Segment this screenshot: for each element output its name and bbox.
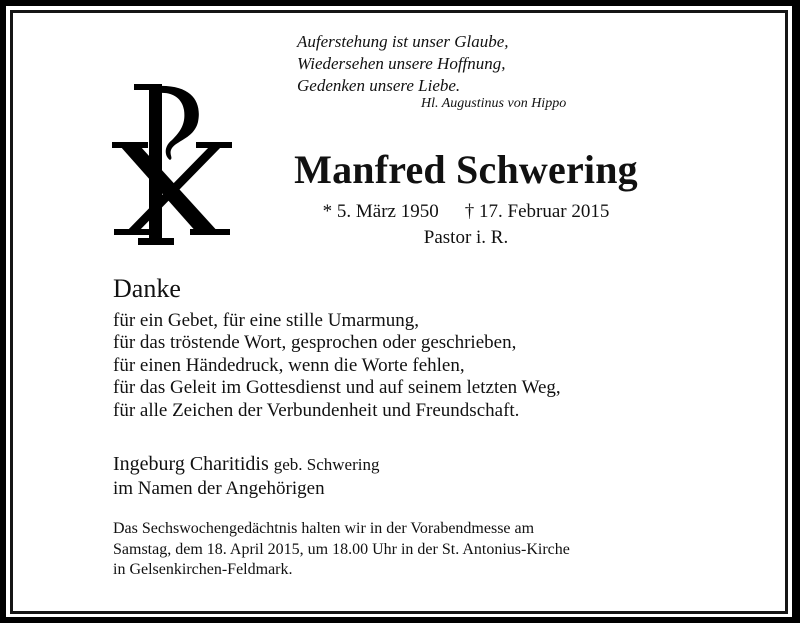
thanks-list	[113, 310, 561, 422]
death-date: † 17. Februar 2015	[464, 201, 610, 222]
birth-date: * 5. März 1950	[322, 201, 439, 222]
thanks-line: für das Geleit im Gottesdienst und auf seinem letzten Weg,	[113, 377, 561, 399]
epigraph-quote	[297, 31, 566, 113]
thanks-line: für alle Zeichen der Verbundenheit und Freundschaft.	[113, 399, 520, 421]
signer-subtitle: im Namen der Angehörigen	[113, 478, 325, 499]
signer-maiden-name: geb. Schwering	[273, 455, 380, 474]
deceased-role: Pastor i. R.	[423, 227, 509, 248]
notice-line: Das Sechswochengedächtnis halten wir in der Vorabendmesse am	[113, 520, 535, 537]
quote-author: Hl. Augustinus von Hippo	[421, 96, 567, 111]
quote-line: Auferstehung ist unser Glaube,	[297, 32, 509, 51]
life-dates	[272, 200, 660, 224]
notice-line: in Gelsenkirchen-Feldmark.	[113, 561, 293, 578]
thanks-line: für einen Händedruck, wenn die Worte fehlen,	[113, 354, 465, 376]
chi-rho-icon	[112, 84, 232, 246]
signer-name: Ingeburg Charitidis	[113, 453, 269, 475]
memorial-notice	[113, 519, 570, 581]
thanks-line: für das tröstende Wort, gesprochen oder geschrieben,	[113, 332, 517, 354]
quote-line: Wiedersehen unsere Hoffnung,	[297, 54, 506, 73]
deceased-name: Manfred Schwering	[294, 147, 638, 192]
thanks-line: für ein Gebet, für eine stille Umarmung,	[113, 310, 420, 331]
quote-line: Gedenken unsere Liebe.	[297, 76, 461, 95]
notice-line: Samstag, dem 18. April 2015, um 18.00 Uhr in der St. Antonius-Kirche	[113, 540, 570, 558]
thanks-heading: Danke	[113, 274, 181, 303]
signer	[113, 452, 380, 477]
